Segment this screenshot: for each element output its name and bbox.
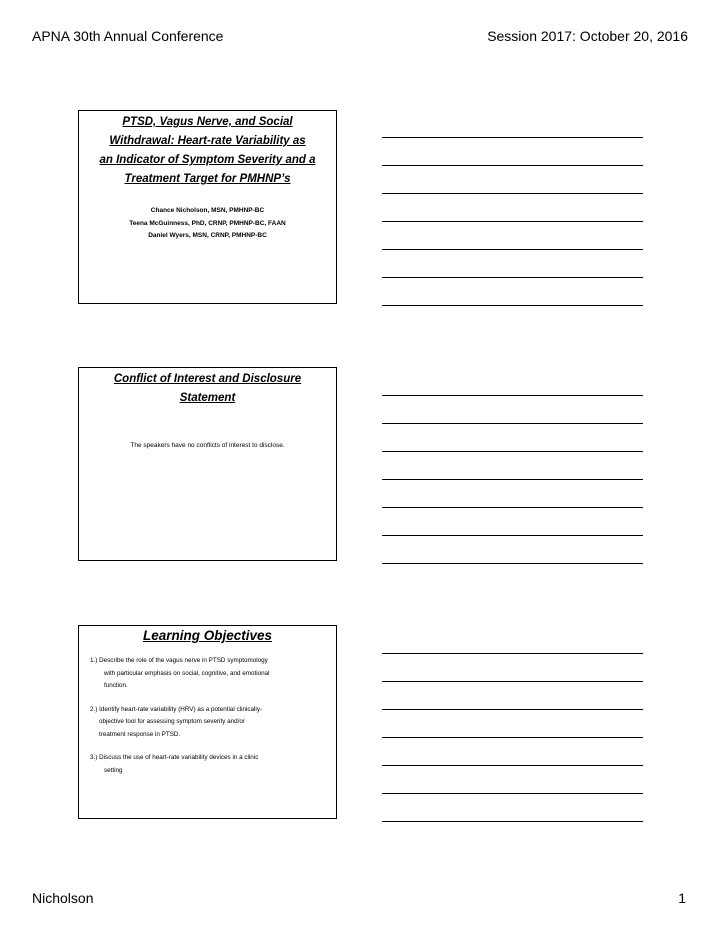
page-number: 1: [678, 890, 686, 906]
slide-title-heading: [85, 113, 330, 189]
note-line: [382, 535, 643, 536]
note-line: [382, 563, 643, 564]
note-line: [382, 821, 643, 822]
author: Daniel Wyers, MSN, CRNP, PMHNP-BC: [148, 232, 267, 239]
note-line: [382, 249, 643, 250]
note-line: [382, 277, 643, 278]
note-line: [382, 137, 643, 138]
title-line: Treatment Target for PMHNP’s: [124, 173, 291, 185]
note-line: [382, 221, 643, 222]
slide-objectives: [78, 625, 337, 819]
header-conference: APNA 30th Annual Conference: [32, 28, 224, 44]
objective-item: [90, 752, 328, 777]
note-line: [382, 793, 643, 794]
objective-text: function.: [104, 682, 128, 689]
title-line: Withdrawal: Heart-rate Variability as: [109, 135, 306, 147]
objective-text: 1.) Describe the role of the vagus nerve in PTSD symptomology: [90, 657, 268, 664]
objective-text: treatment response in PTSD.: [99, 730, 181, 738]
note-line: [382, 765, 643, 766]
title-line: Conflict of Interest and Disclosure: [113, 373, 302, 385]
note-line: [382, 479, 643, 480]
note-line: [382, 305, 643, 306]
header-session: Session 2017: October 20, 2016: [487, 28, 688, 44]
note-line: [382, 709, 643, 710]
title-line: an Indicator of Symptom Severity and a: [99, 154, 316, 166]
note-line: [382, 653, 643, 654]
objective-text: 2.) Identify heart-rate variability (HRV) as a potential clinically-: [90, 705, 263, 713]
objective-item: [90, 655, 328, 693]
slide-title: [78, 110, 337, 304]
note-line: [382, 193, 643, 194]
objective-item: [90, 704, 328, 742]
slide-disclosure-heading: [85, 370, 330, 408]
objective-text: objective tool for assessing symptom severity and/or: [99, 718, 245, 725]
objectives-list: [90, 655, 328, 777]
note-line: [382, 165, 643, 166]
notes-lines: [382, 653, 643, 849]
title-line: PTSD, Vagus Nerve, and Social: [122, 116, 293, 128]
title-line: Statement: [179, 392, 236, 404]
author: Chance Nicholson, MSN, PMHNP-BC: [150, 207, 265, 214]
objective-text: setting: [104, 766, 123, 774]
footer-author: Nicholson: [32, 890, 94, 906]
author: Teena McGuinness, PhD, CRNP, PMHNP-BC, FAAN: [129, 219, 286, 227]
note-line: [382, 451, 643, 452]
note-line: [382, 395, 643, 396]
notes-lines: [382, 137, 643, 333]
note-line: [382, 737, 643, 738]
notes-lines: [382, 395, 643, 591]
slide-objectives-heading: Learning Objectives: [142, 628, 273, 643]
note-line: [382, 681, 643, 682]
note-line: [382, 423, 643, 424]
slide-disclosure: [78, 367, 337, 561]
note-line: [382, 507, 643, 508]
objective-text: with particular emphasis on social, cognitive, and emotional: [104, 669, 270, 677]
objective-text: 3.) Discuss the use of heart-rate variability devices in a clinic: [90, 754, 259, 761]
author-list: [79, 205, 336, 243]
disclosure-statement: The speakers have no conflicts of interest to disclose.: [130, 442, 285, 449]
